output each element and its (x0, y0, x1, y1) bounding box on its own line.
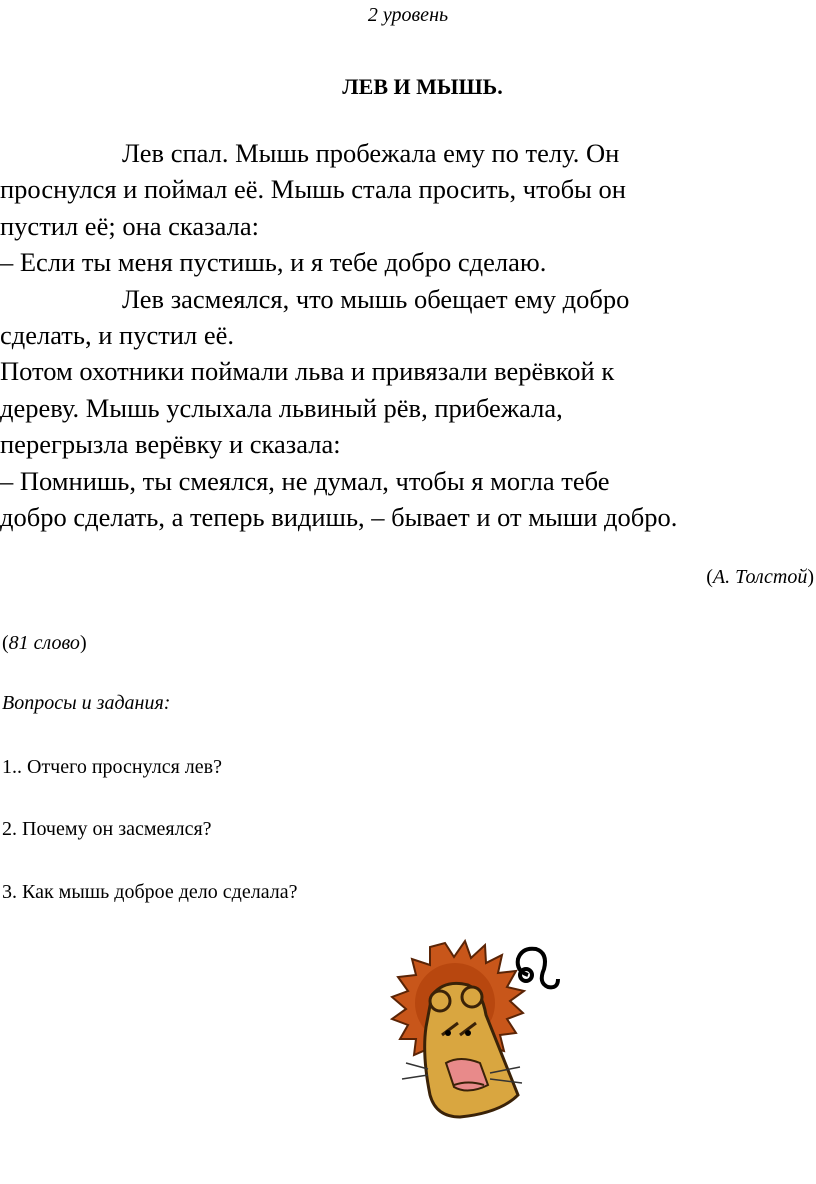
story-line: пустил её; она сказала: (0, 210, 259, 241)
questions-header: Вопросы и задания: (2, 692, 171, 714)
author-credit (706, 566, 814, 589)
story-line: – Помнишь, ты смеялся, не думал, чтобы я могла тебе (0, 465, 610, 496)
story-line: Лев засмеялся, что мышь обещает ему добро (122, 283, 630, 314)
word-count-close-paren: ) (79, 632, 87, 654)
level-label: 2 уровень (367, 4, 449, 26)
story-line: дереву. Мышь услыхала львиный рёв, прибежала, (0, 392, 563, 423)
story-line: сделать, и пустил её. (0, 320, 234, 351)
question-item: 2. Почему он засмеялся? (2, 818, 212, 840)
story-line: Лев спал. Мышь пробежала ему по телу. Он (122, 138, 620, 168)
story-title: ЛЕВ И МЫШЬ. (342, 74, 503, 99)
author-name: А. Толстой (712, 566, 808, 588)
question-item: 3. Как мышь доброе дело сделала? (2, 881, 298, 903)
word-count-text: 81 слово (8, 632, 80, 654)
question-item: 1.. Отчего проснулся лев? (2, 756, 222, 778)
lion-leo-sign-icon (350, 935, 590, 1125)
author-close-paren: ) (807, 566, 814, 588)
story-line: Потом охотники поймали льва и привязали верёвкой к (0, 356, 615, 387)
story-text (0, 135, 816, 535)
story-line: – Если ты меня пустишь, и я тебе добро сделаю. (0, 247, 547, 278)
word-count-open-paren: ( (2, 632, 9, 654)
story-line: перегрызла верёвку и сказала: (0, 429, 341, 460)
word-count (2, 632, 87, 655)
story-line: добро сделать, а теперь видишь, – бывает и от мыши добро. (0, 502, 678, 533)
story-line: проснулся и поймал её. Мышь стала просить, чтобы он (0, 174, 626, 205)
author-open-paren: ( (706, 566, 713, 588)
